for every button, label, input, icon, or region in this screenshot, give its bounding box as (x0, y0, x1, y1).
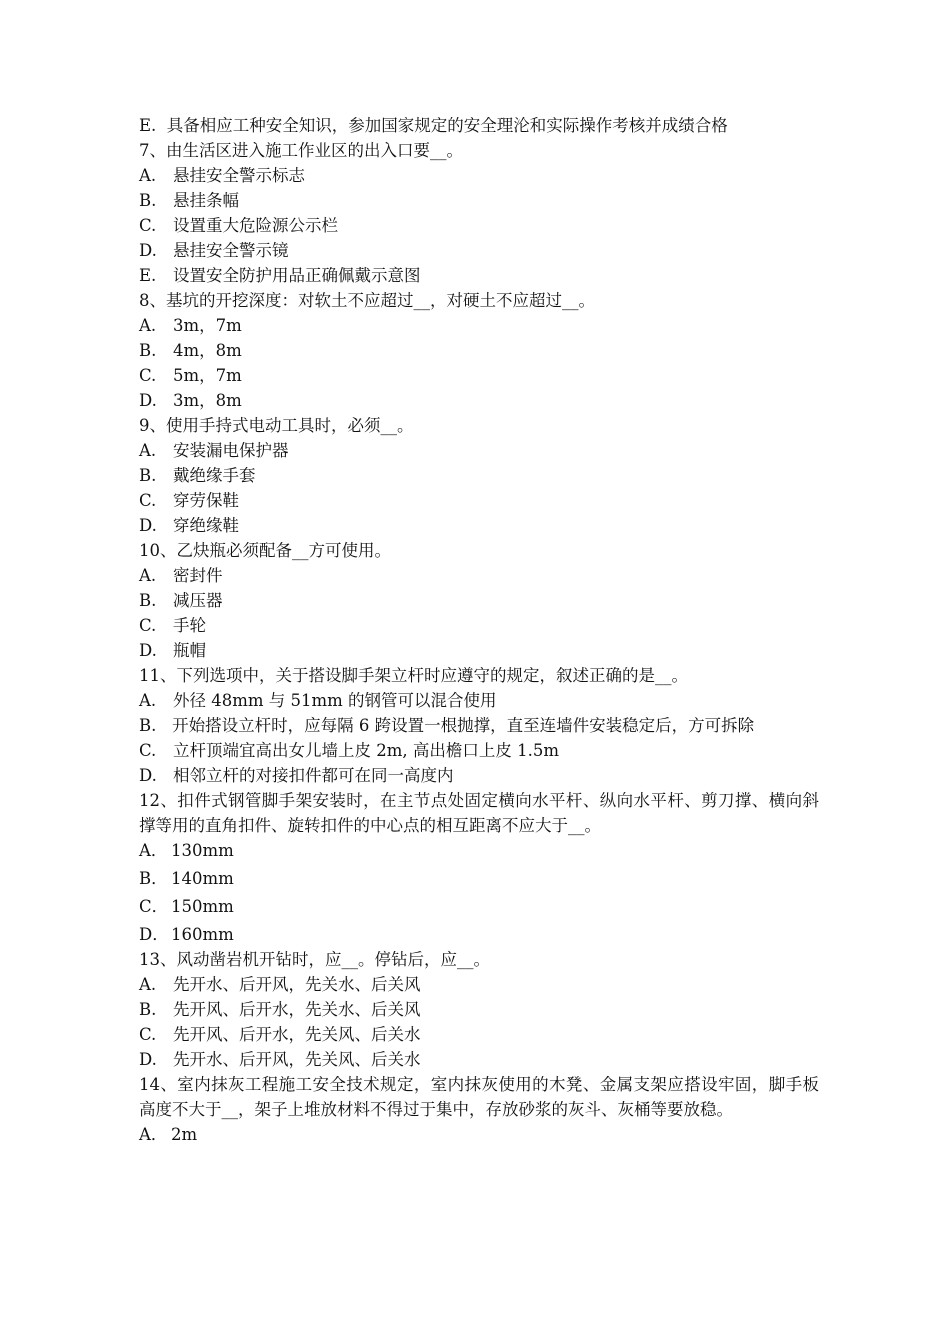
option-text: 立杆顶端宜高出女儿墙上皮 2m, 高出檐口上皮 1.5m (173, 741, 560, 760)
option-line (139, 1122, 819, 1147)
option-text: 悬挂条幅 (173, 191, 239, 210)
option-letter: B． (139, 869, 168, 888)
option-letter: B. (139, 341, 157, 360)
option-letter: E. (139, 266, 157, 285)
option-text: 先开风、后开水，先关风、后关水 (173, 1025, 421, 1044)
option-letter: A． (139, 1125, 168, 1144)
option-text: 开始搭设立杆时，应每隔 6 跨设置一根抛撑，直至连墙件安装稳定后，方可拆除 (172, 716, 755, 735)
option-line (139, 313, 819, 338)
option-letter: D. (139, 241, 157, 260)
option-text: 设置重大危险源公示栏 (173, 216, 338, 235)
option-letter: A. (139, 316, 157, 335)
option-letter: C. (139, 216, 157, 235)
option-line (139, 188, 819, 213)
option-letter: A. (139, 441, 157, 460)
option-line (139, 488, 819, 513)
option-line (139, 763, 819, 788)
option-letter: E. (139, 116, 157, 135)
option-line (139, 113, 819, 138)
option-line (139, 922, 819, 947)
option-line (139, 213, 819, 238)
option-letter: D. (139, 641, 157, 660)
option-line (139, 263, 819, 288)
option-letter: C. (139, 616, 157, 635)
option-text: 4m，8m (173, 341, 242, 360)
option-letter: B. (139, 1000, 157, 1019)
option-letter: D. (139, 766, 157, 785)
question-line: 7、由生活区进入施工作业区的出入口要__。 (139, 141, 463, 160)
question-line: 9、使用手持式电动工具时，必须__。 (139, 416, 414, 435)
option-line (139, 163, 819, 188)
option-line (139, 463, 819, 488)
option-text: 160mm (171, 925, 234, 944)
option-letter: B. (139, 591, 157, 610)
option-line (139, 972, 819, 997)
option-text: 密封件 (173, 566, 223, 585)
option-text: 外径 48mm 与 51mm 的钢管可以混合使用 (173, 691, 497, 710)
question-line: 12、扣件式钢管脚手架安装时，在主节点处固定横向水平杆、纵向水平杆、剪刀撑、横向斜撑等用的直角扣件、旋转扣件的中心点的相互距离不应大于__。 (139, 791, 819, 835)
option-letter: C. (139, 491, 157, 510)
option-letter: D. (139, 1050, 157, 1069)
option-letter: C. (139, 1025, 157, 1044)
option-letter: A. (139, 975, 157, 994)
option-letter: B. (139, 716, 157, 735)
option-text: 具备相应工种安全知识，参加国家规定的安全理沦和实际操作考核并成绩合格 (166, 116, 728, 135)
option-line (139, 363, 819, 388)
option-text: 戴绝缘手套 (173, 466, 256, 485)
question-line: 10、乙炔瓶必须配备__方可使用。 (139, 541, 391, 560)
option-text: 130mm (171, 841, 234, 860)
option-line (139, 238, 819, 263)
option-text: 5m，7m (173, 366, 242, 385)
option-line (139, 1022, 819, 1047)
option-text: 手轮 (173, 616, 206, 635)
option-letter: B. (139, 466, 157, 485)
option-letter: A. (139, 566, 157, 585)
option-letter: C. (139, 741, 157, 760)
option-text: 悬挂安全警示标志 (173, 166, 305, 185)
option-line (139, 738, 819, 763)
option-text: 设置安全防护用品正确佩戴示意图 (173, 266, 421, 285)
option-letter: A. (139, 166, 157, 185)
option-letter: A． (139, 841, 168, 860)
option-text: 穿绝缘鞋 (173, 516, 239, 535)
question-line: 13、风动凿岩机开钻时，应__。停钻后，应__。 (139, 950, 490, 969)
option-line (139, 388, 819, 413)
option-text: 3m，8m (173, 391, 242, 410)
option-line (139, 713, 819, 738)
option-text: 减压器 (173, 591, 223, 610)
option-letter: C. (139, 366, 157, 385)
option-letter: B. (139, 191, 157, 210)
option-line (139, 838, 819, 863)
option-text: 2m (171, 1125, 198, 1144)
option-line (139, 588, 819, 613)
option-text: 3m，7m (173, 316, 242, 335)
question-line: 14、室内抹灰工程施工安全技术规定，室内抹灰使用的木凳、金属支架应搭设牢固，脚手板高度不大于__，架子上堆放材料不得过于集中，存放砂浆的灰斗、灰桶等要放稳。 (139, 1075, 819, 1119)
option-text: 安装漏电保护器 (173, 441, 289, 460)
document-page (139, 113, 819, 1147)
question-line: 11、下列选项中，关于搭设脚手架立杆时应遵守的规定，叙述正确的是__。 (139, 666, 688, 685)
option-letter: A. (139, 691, 157, 710)
option-line (139, 894, 819, 919)
option-line (139, 688, 819, 713)
option-line (139, 338, 819, 363)
option-text: 悬挂安全警示镜 (173, 241, 289, 260)
question-line: 8、基坑的开挖深度：对软土不应超过__，对硬土不应超过__。 (139, 291, 595, 310)
option-text: 穿劳保鞋 (173, 491, 239, 510)
option-text: 先开水、后开风，先关水、后关风 (173, 975, 421, 994)
option-text: 140mm (171, 869, 234, 888)
option-line (139, 613, 819, 638)
option-letter: C． (139, 897, 169, 916)
option-line (139, 1047, 819, 1072)
option-text: 瓶帽 (173, 641, 206, 660)
option-line (139, 638, 819, 663)
option-letter: D. (139, 391, 157, 410)
option-text: 相邻立杆的对接扣件都可在同一高度内 (173, 766, 454, 785)
option-line (139, 866, 819, 891)
option-line (139, 513, 819, 538)
option-text: 先开风、后开水，先关水、后关风 (173, 1000, 421, 1019)
option-letter: D. (139, 516, 157, 535)
option-text: 先开水、后开风，先关风、后关水 (173, 1050, 421, 1069)
option-line (139, 563, 819, 588)
option-line (139, 438, 819, 463)
option-letter: D． (139, 925, 169, 944)
option-text: 150mm (171, 897, 234, 916)
option-line (139, 997, 819, 1022)
